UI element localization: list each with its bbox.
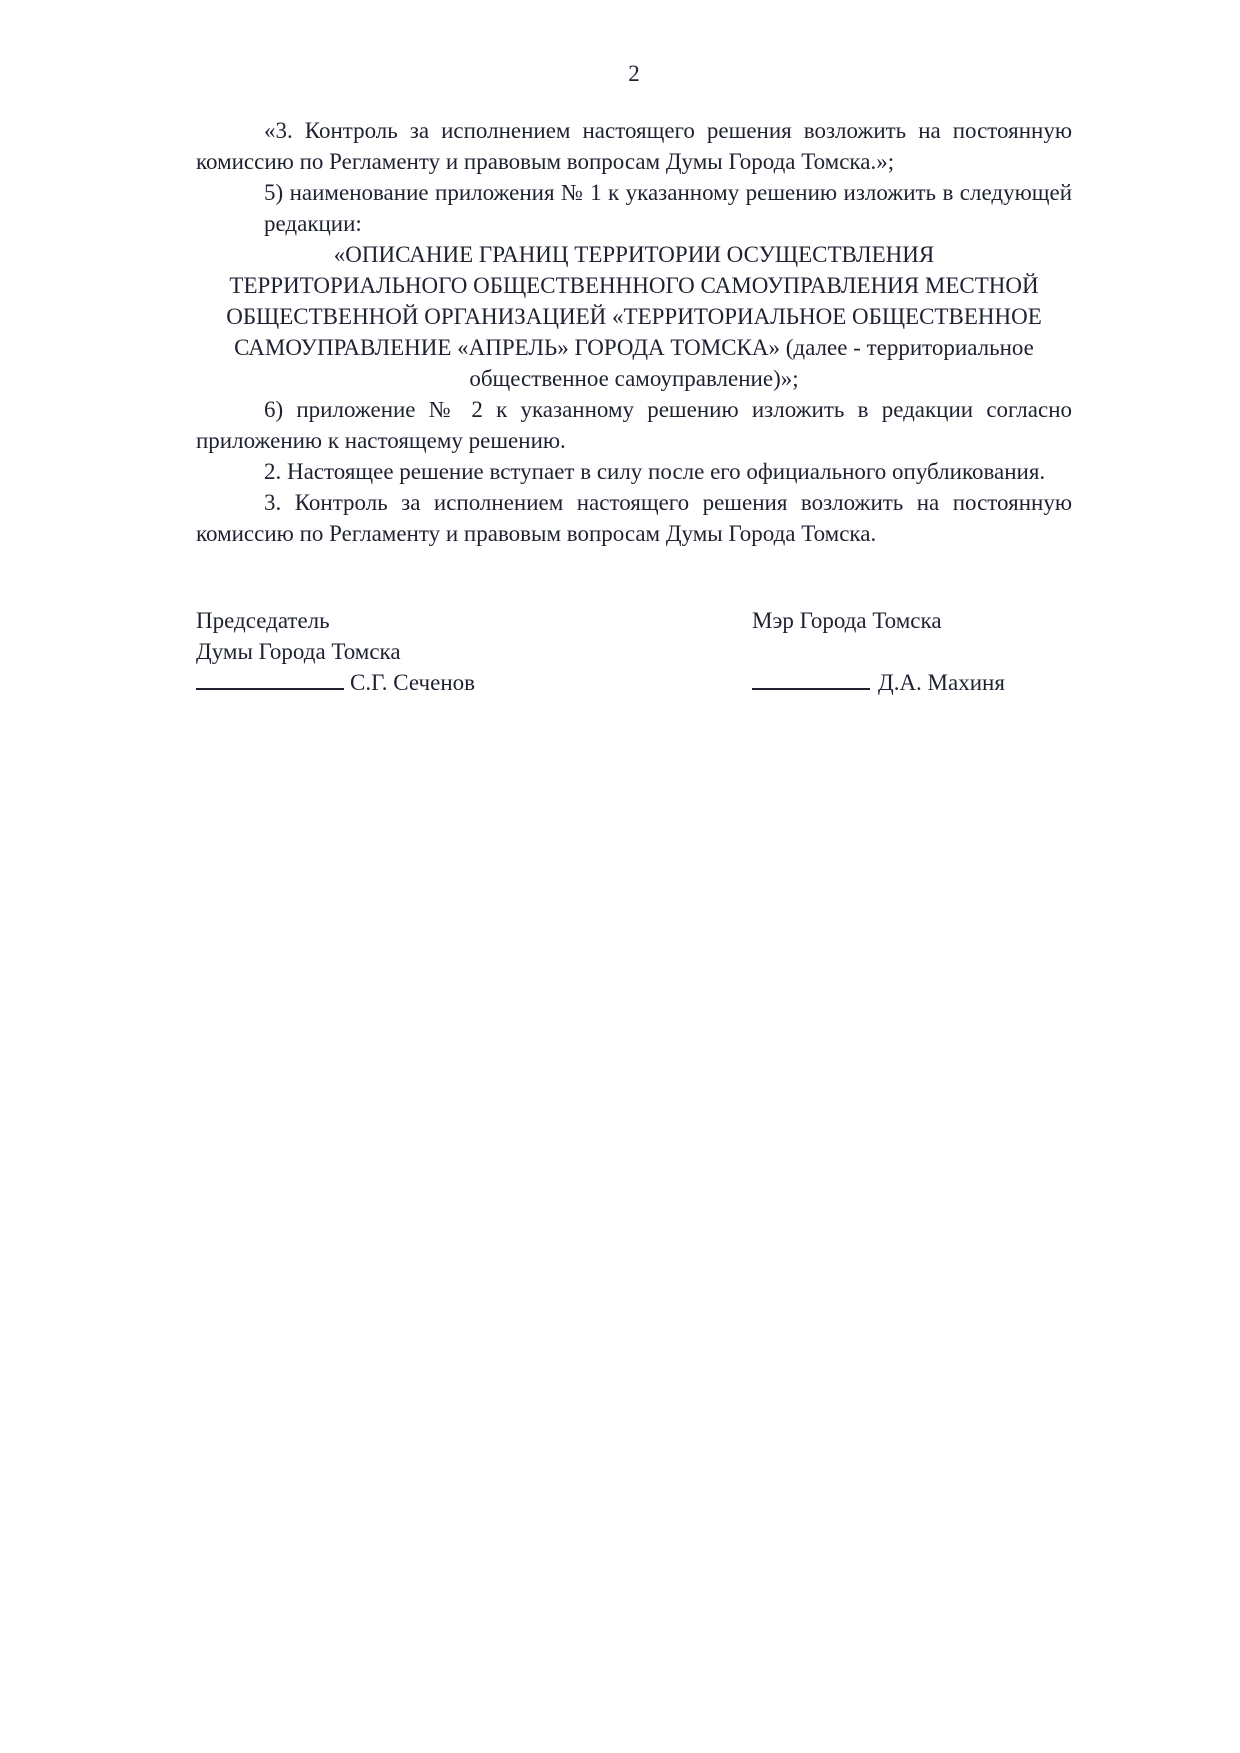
document-content — [196, 58, 1072, 698]
signature-right-spacer — [752, 636, 1072, 667]
signature-left-title-line2: Думы Города Томска — [196, 639, 401, 664]
appendix-title-line: САМОУПРАВЛЕНИЕ «АПРЕЛЬ» ГОРОДА ТОМСКА» (далее - территориальное — [234, 335, 1034, 360]
page-number: 2 — [628, 61, 640, 86]
paragraph-item-6: 6) приложение № 2 к указанному решению изложить в редакции согласно приложению к настоящему решению. — [196, 397, 1072, 453]
paragraph-point-3: 3. Контроль за исполнением настоящего решения возложить на постоянную комиссию по Регламенту и правовым вопросам Думы Города Томска. — [196, 490, 1072, 546]
signature-block — [196, 605, 1072, 698]
appendix-title-line: ТЕРРИТОРИАЛЬНОГО ОБЩЕСТВЕНННОГО САМОУПРАВЛЕНИЯ МЕСТНОЙ — [229, 273, 1039, 298]
signature-right-name: Д.А. Махиня — [878, 670, 1005, 695]
signature-left-title-line1: Председатель — [196, 608, 330, 633]
paragraph-point-2: 2. Настоящее решение вступает в силу после его официального опубликования. — [264, 459, 1046, 484]
signature-left-sign-line-row — [196, 667, 626, 698]
appendix-title-line: «ОПИСАНИЕ ГРАНИЦ ТЕРРИТОРИИ ОСУЩЕСТВЛЕНИЯ — [333, 242, 935, 267]
paragraph-item-5: 5) наименование приложения № 1 к указанному решению изложить в следующей редакции: — [264, 180, 1072, 236]
signature-left-column — [196, 605, 626, 698]
appendix-title-line: ОБЩЕСТВЕННОЙ ОРГАНИЗАЦИЕЙ «ТЕРРИТОРИАЛЬНОЕ ОБЩЕСТВЕННОЕ — [226, 304, 1042, 329]
paragraph-quote-control: «3. Контроль за исполнением настоящего решения возложить на постоянную комиссию по Регламенту и правовым вопросам Думы Города Томска.»; — [196, 118, 1072, 174]
signature-left-name: С.Г. Сеченов — [350, 670, 475, 695]
appendix-title-line: общественное самоуправление)»; — [469, 366, 799, 391]
signature-line — [196, 687, 344, 690]
signature-right-column — [752, 605, 1072, 698]
signature-right-title: Мэр Города Томска — [752, 608, 942, 633]
signature-right-sign-line-row — [752, 667, 1072, 698]
appendix-title-block — [196, 239, 1072, 394]
signature-line — [752, 687, 870, 690]
